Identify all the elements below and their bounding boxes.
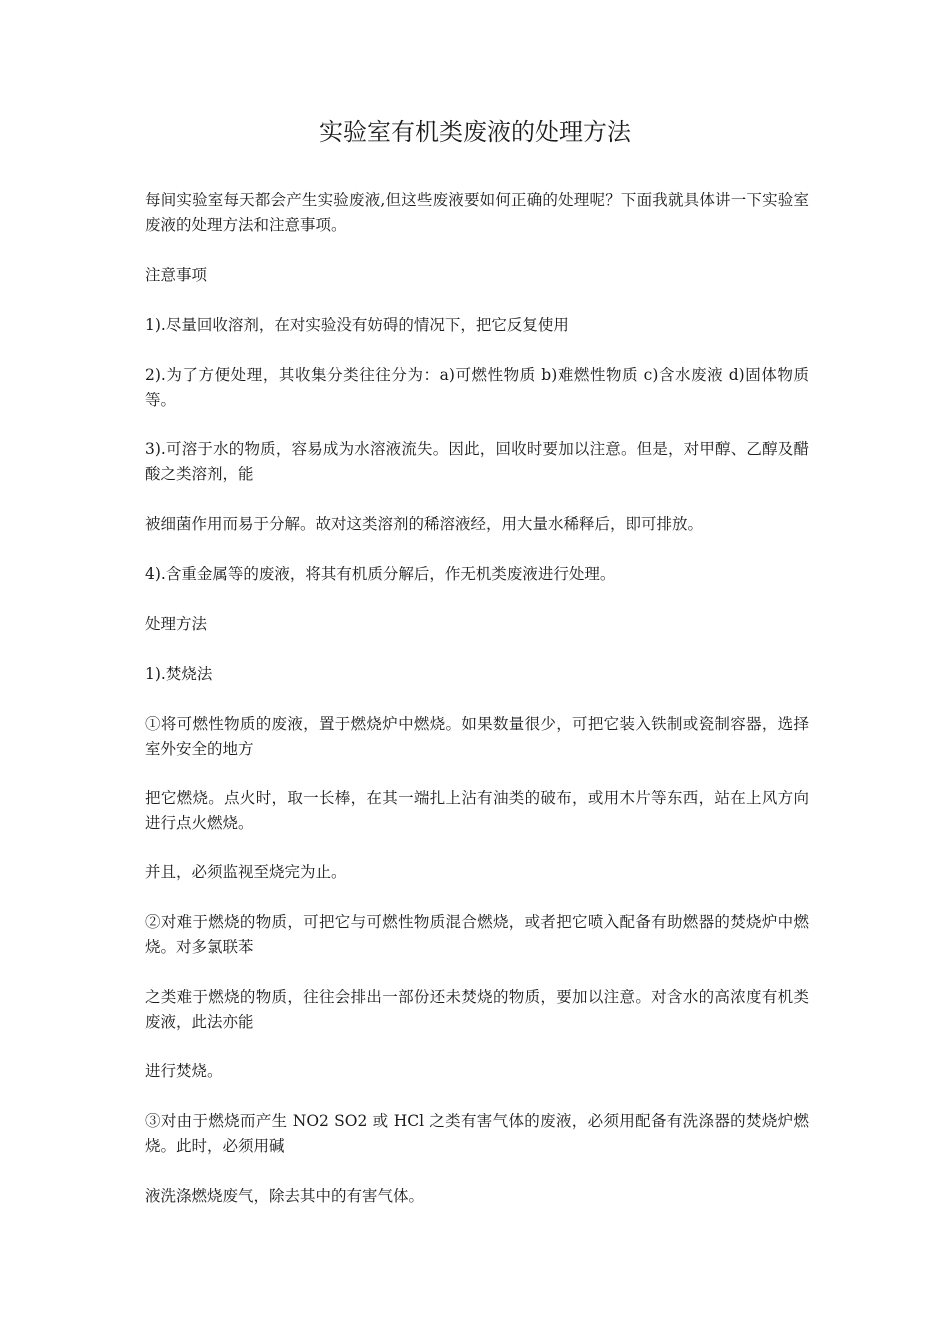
paragraph-method-2: ②对难于燃烧的物质，可把它与可燃性物质混合燃烧，或者把它喷入配备有助燃器的焚烧炉中燃烧。对多氯联苯 bbox=[145, 913, 809, 956]
paragraph-method-1-end: 并且，必须监视至烧完为止。 bbox=[145, 863, 347, 881]
subheading-incineration: 1).焚烧法 bbox=[145, 665, 213, 683]
section-heading-notes: 注意事项 bbox=[145, 266, 208, 284]
paragraph-method-1: ①将可燃性物质的废液，置于燃烧炉中燃烧。如果数量很少，可把它装入铁制或瓷制容器，选择室外安全的地方 bbox=[145, 715, 809, 758]
paragraph-note-4: 4).含重金属等的废液，将其有机质分解后，作无机类废液进行处理。 bbox=[145, 565, 616, 583]
paragraph-intro: 每间实验室每天都会产生实验废液,但这些废液要如何正确的处理呢？下面我就具体讲一下实验室废液的处理方法和注意事项。 bbox=[145, 191, 809, 234]
paragraph-method-2-end: 进行焚烧。 bbox=[145, 1062, 223, 1080]
paragraph-note-3: 3).可溶于水的物质，容易成为水溶液流失。因此，回收时要加以注意。但是，对甲醇、乙醇及醋酸之类溶剂，能 bbox=[145, 440, 809, 483]
paragraph-method-3: ③对由于燃烧而产生 NO2 SO2 或 HCl 之类有害气体的废液，必须用配备有洗涤器的焚烧炉燃烧。此时，必须用碱 bbox=[145, 1112, 809, 1155]
document-title: 实验室有机类废液的处理方法 bbox=[319, 118, 631, 146]
paragraph-method-2-cont: 之类难于燃烧的物质，往往会排出一部份还未焚烧的物质，要加以注意。对含水的高浓度有机类废液，此法亦能 bbox=[145, 988, 809, 1031]
paragraph-note-2: 2).为了方便处理，其收集分类往往分为：a)可燃性物质 b)难燃性物质 c)含水废液 d)固体物质等。 bbox=[145, 366, 809, 409]
paragraph-note-3-cont: 被细菌作用而易于分解。故对这类溶剂的稀溶液经，用大量水稀释后，即可排放。 bbox=[145, 515, 704, 533]
paragraph-note-1: 1).尽量回收溶剂，在对实验没有妨碍的情况下，把它反复使用 bbox=[145, 316, 569, 334]
paragraph-method-1-cont: 把它燃烧。点火时，取一长棒，在其一端扎上沾有油类的破布，或用木片等东西，站在上风方向进行点火燃烧。 bbox=[145, 789, 809, 832]
section-heading-methods: 处理方法 bbox=[145, 615, 208, 633]
paragraph-method-3-cont: 液洗涤燃烧废气，除去其中的有害气体。 bbox=[145, 1187, 425, 1205]
